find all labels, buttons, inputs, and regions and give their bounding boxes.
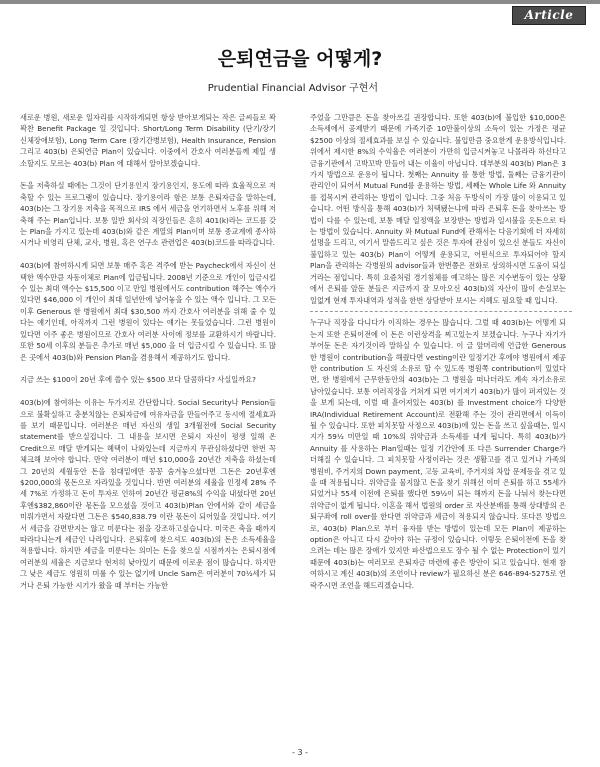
paragraph-403b-overview: 돈을 저축하실 때에는 그것이 단기용인지 장기용인지, 용도에 따라 효율적으로 저축할 수 있는 프로그램이 있습니다. 장기용이라 함은 보통 은퇴자금을 말하는데, 403(b)는 그 장기용 저축을 목적으로 IRS 에서 세금을 연기하면서 노후를 위해 저축해 주는 Plan입니다. 보통 일반 회사의 직장인들은 흔히 401(k)라는 코드를 갖는 Plan을 가지고 있는데 403(b)와 같은 계열의 Plan이며 보통 종교계에 종사하시거나 비영리 단체, 교사, 병원, 혹은 연구소 관련업은 403(b)코드를 따라갑니다.	[20, 181, 276, 248]
paragraph-tax-deferral: 403(b)에 참여하는 이유는 두가지로 간단합니다. Social Security나 Pension들으로 불확실하고 충분치않는 은퇴자금에 여유자금을 만들어주고 동시에 절세효과를 보기 때문입니다. 여러분은 매년 자신의 생일 3개월전에 Social Security statement를 받으실겁니다. 그 내용을 보시면 은퇴시 자신이 평생 일해 온 Credit으로 매달 받게되는 혜택이 나와있는데 지금까지 무관심하셨다면 한번 꼭 체크해 보아야 합니다. 만약 여러분이 매년 $10,000을 20년간 저축을 하셨는데 그 20년의 세월동안 돈을 침대밑에만 꽁꽁 숨겨놓으셨다면 그돈은 20년후엔 $200,000의 몫돈으로 자라있을 것입니다. 반면 여러분의 세율을 인정세 28% 주세 7%로 가정하고 돈이 투자로 인하여 20년간 평균8%의 수익을 내셨다면 20년후엔$382,860이란 몫돈을 모으셨을 것이고 403(b)Plan 안에서와 같이 세금을 미뤄가면서 자랐다면 그돈은 $540,838.79 이란 몫돈이 되어있을 것입니다. 여기서 세금을 감면받지는 않고 미룬다는 점을 강조하고싶습니다. 미국은 축을 때까지 따라다니는게 세금인 나라입니다. 은퇴후에 찾으셔도 403(b)의 돈은 소득세율을 적용합니다. 하지만 세금을 미룬다는 의미는 돈을 찾으실 시점까지는 은퇴시점에 여러분의 세율은 지금보다 현저히 낮아있기 때문에 이로운 점이 많습니다. 하지만 그 낮은 세금도 영원히 미룰 수 있는 없기에 Uncle Sam은 여러분이 70½세가 되거나 은퇴 가능한 시기가 왔을 때 부터는 가능한	[20, 398, 276, 590]
article-title: 은퇴연금을 어떻게?	[217, 48, 383, 70]
header-bar	[0, 0, 600, 4]
column-divider	[310, 311, 572, 312]
author-byline: Prudential Financial Advisor 구현서	[207, 83, 378, 94]
right-column	[310, 112, 566, 591]
section-badge: Article	[512, 6, 586, 25]
paragraph-intro: 새로운 병원, 새로운 일자리를 시작하게되면 항상 받아보게되는 작은 글씨들로 꽉꽉찬 Benefit Package 일 것입니다. Short/Long Term Disability (단기/장기 신체장애보험), Long Term Care (장기간병보험), Health Insurance, Pension그리고 403(b) 은퇴연금 Plan이 있습니다. 이중에서 간호사 여러분들께 제일 생소할지도 모르는 403(b) Plan 에 대해서 알아보겠습니다.	[20, 113, 276, 168]
page-number: - 3 -	[292, 748, 308, 757]
paragraph-contribution-limits: 403(b)에 참여하시게 되면 보통 매주 혹은 격주에 받는 Paycheck에서 자신이 선택한 액수만큼 자동이체로 Plan에 입금됩니다. 2008년 기준으로 개인이 입금시킬 수 있는 최대 액수는 $15,500 이고 만일 병원에서도 contribution 해주는 액수가 있다면 $46,000 이 개인이 최대 일년안에 넣어놓을 수 있는 액수 입니다. 그 모든 이후 Generous 한 병원에서 최대 $30,500 까지 간호사 여러분을 위해 줄 수 있다는 얘기인데, 아직까지 그런 병원이 있다는 얘기는 못들었습니다. 그런 병원이 있다면 이주 좋은 병원이므로 간호사 여러분 사이에 정보를 교환하시기 바랍니다. 또한 50세 이후의 분들은 추가로 매년 $5,000 을 더 입금시킬 수 있습니다. 또 많은 곳에서 403(b)와 Pension Plan을 겸용해서 제공하기도 합니다.	[20, 261, 276, 362]
left-column	[20, 112, 276, 591]
paragraph-job-change: 누구나 직장을 다니다가 이직하는 경우는 많습니다. 그럴 때 403(b)는 어떻게 되는지 또한 은퇴이전에 이 돈은 이런상격을 찌고있는지 보겠습니다. 누구나 자기가 부어둔 돈은 자기것이라 말하실 수 있습니다. 이 글 앞머리에 언급한 Generous 한 병원이 contribution을 해줬다면 vesting이란 일정기간 후에야 병원에서 제공한 contribution 도 자신의 소유로 할 수 있도록 병원쪽 contribution이 있었다면, 한 병원에서 근무한동안의 403(b)는 그 병원을 떠나더라도 계속 자기소유로 남아있습니다. 보통 여러직장을 거쳐게 되면 여기저기 403(b)가 많이 퍼져있는 것을 보게 되는데, 이럴 때 흩어져있는 403(b) 를 Investment choice가 다양한 IRA(Individual Retirement Account)로 전환해 주는 것이 관리면에서 이득이 될 수 있습니다. 또한 피치못할 사정으로 403(b)에 있는 돈을 쓰고 싶을때는, 일시지가 59½ 미만일 때 10%의 위약금과 소득세를 내게 됩니다. 특히 403(b)가 Annuity 를 사용하는 Plan일때는 일정 기간안에 또 다른 Surrender Charge가 더해질 수 있습니다. 그 피치못할 사정이라는 것은 생활고를 겪고 있거나 가족의 병원비, 주거지의 Down payment, 고등 교육비, 주거지의 차압 문제등을 겪고 있을 때 적용됩니다. 위약금을 물지않고 돈을 찾기 위해선 이미 은퇴를 하고 55세가 되었거나 55세 이전에 은퇴를 했다면 59½이 되는 해까지 돈을 나눠서 찾는다면 위약금이 없게 됩니다. 이혼을 해서 법원의 order 로 자산분배를 통해 상대방의 은퇴구좌에 roll over를 한다면 위약금과 세금이 적용되지 않습니다. 또다른 방법으로, 403(b) Plan으로 부터 융자를 받는 방법이 있는데 모든 Plan이 제공하는 option은 아니고 다시 갚아야 하는 규정이 있습니다. 이렇듯 은퇴이전에 돈을 찾으려는 데는 많은 장애가 있지만 파산법으로도 장수 될 수 없는 Protection이 있기 때문에 403(b)는 여러모로 은퇴자금 마련에 좋은 방안이 되고 있습니다. 현재 참여하시고 계신 403(b)의 조언이나 review가 필요하신 분은 646-894-5275로 연락주시면 조언을 해드리겠습니다.	[310, 318, 566, 590]
paragraph-question: 지금 쓰는 $100이 20년 후에 쓸수 있는 $500 보다 달콤하다? 사실일까요?	[20, 375, 256, 385]
paragraph-management: 주었을 그만큼은 돈을 찾아쓰길 권장합니다. 또한 403(b)에 불입한 $10,000은 소득세에서 공제받기 때문에 가족기준 10만불이상의 소득이 있는 가정은 평균 $2500 이상의 절세효과를 보실 수 있습니다. 불입만큼 중요한게 운용방식입니다. 위에서 제시한 8%의 수익율은 여러분이 가만히 입금시켜놓고 나몰라라 하신다고 금융기관에서 고박꼬박 만들어 내는 이율이 아닙니다. 대부분의 403(b) Plan은 3가지 방법으로 운용이 됩니다. 첫째는 Annuity 를 통한 방법, 둘째는 금융기관이 관리인이 되어서 Mutual Fund를 운용하는 방법, 세째는 Whole Life 와 Annuity를 접목시켜 관리하는 방법이 입니다. 그중 처음 두방식이 가장 많이 이용되고 있습니다. 어떤 방식을 통해 403(b)가 처택됐는냐에 따라 은퇴후 돈을 찾아쓰는 방법이 다를 수 있는데, 보통 매달 일정액을 보장받는 방법과 일시불을 옷돈으로 타는 방법이 있습니다. Annuity 와 Mutual Fund에 관해서는 다음기회에 더 자세히 설명을 드리고, 여기서 말씀드리고 싶은 것은 투자에 관심이 있으신 분들도 자신이 불입하고 있는 403(b) Plan이 어떻게 운용되고, 어떤식으로 투자되어야 할지 Plan을 관리하는 각병원의 advisor들과 한번쯤은 전화로 상의하시면 도움이 되실거라는 점입니다. 특히 요즘처럼 경기침체를 예고하는 많은 지수변동이 있는 상황에서 은퇴를 앞둔 분들은 지금까지 잘 모아오신 403(b)의 자산이 많이 손실보는 일없게 현재 투자내역과 성적을 한번 상담받아 보시는 지혜도 필요할 때 입니다.	[310, 113, 566, 305]
